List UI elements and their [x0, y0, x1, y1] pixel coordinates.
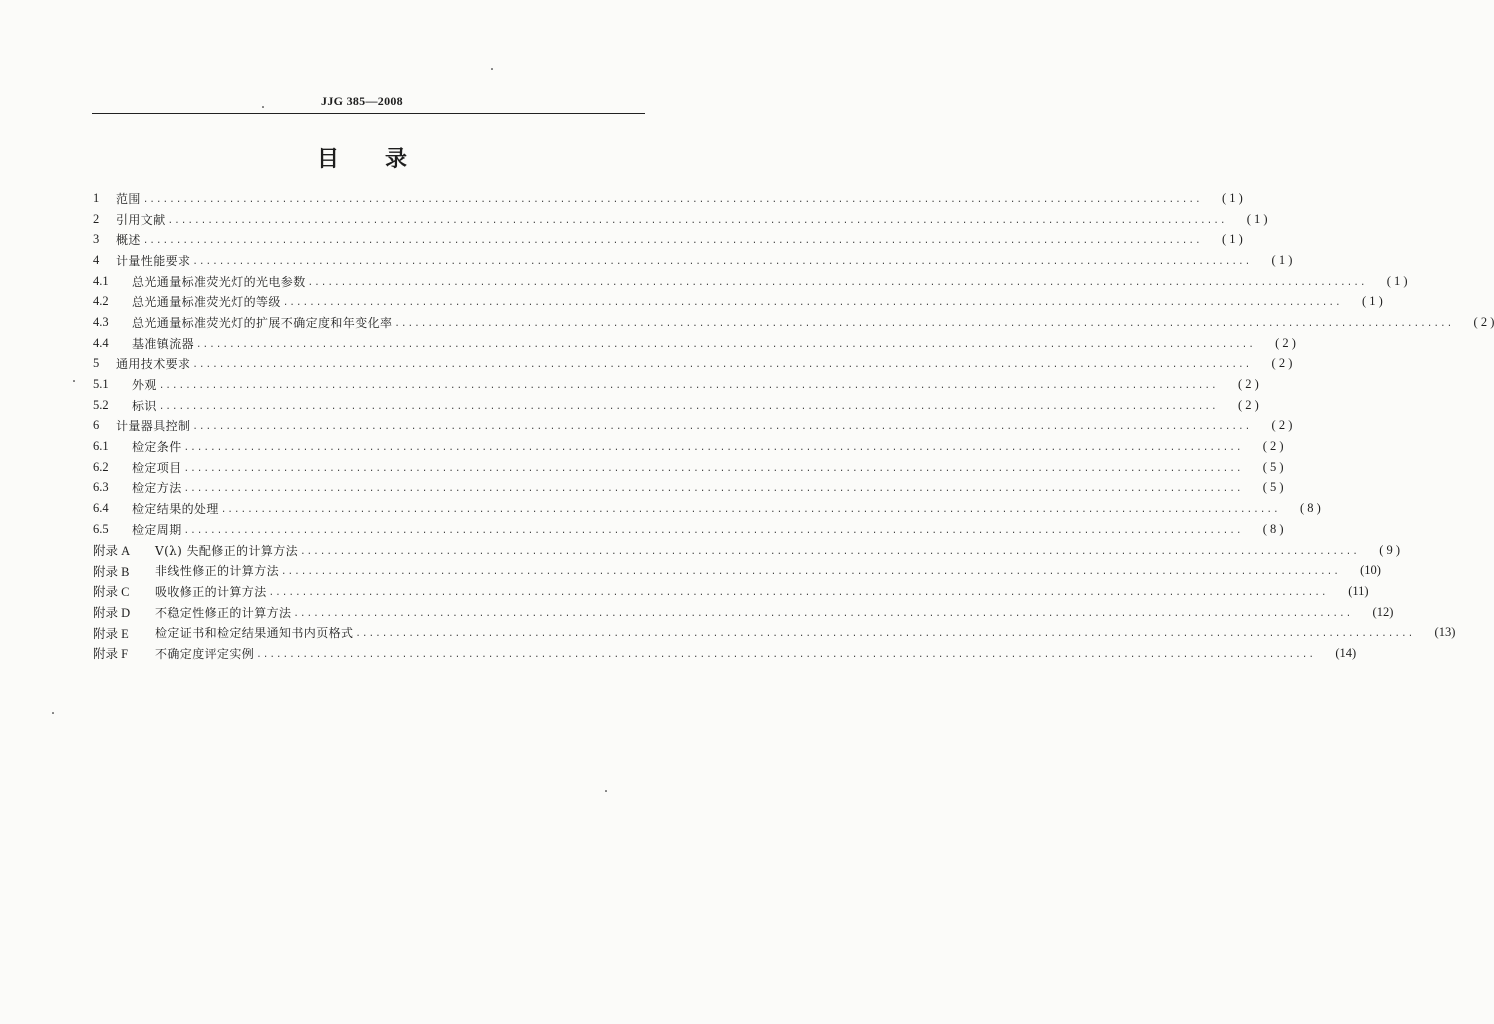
- toc-entry-number: 附录 F: [93, 647, 129, 662]
- toc-entry-label: 通用技术要求: [116, 357, 191, 372]
- toc-entry-number: 附录 C: [93, 585, 130, 600]
- toc-leader-dots: ................................................................................................................................................................: [268, 587, 1328, 598]
- toc-entry-label: 检定条件: [132, 440, 182, 455]
- toc-entry: [93, 416, 1293, 437]
- toc-entry-number: 6.2: [93, 459, 109, 474]
- table-of-contents: [93, 188, 1494, 664]
- toc-entry: [93, 188, 1243, 209]
- toc-entry-page: ( 2 ): [1237, 377, 1259, 392]
- toc-entry-label: 基准镇流器: [132, 336, 195, 351]
- toc-entry-page: ( 2 ): [1473, 314, 1494, 329]
- toc-entry: [93, 498, 1321, 519]
- document-code: JJG 385—2008: [321, 94, 403, 108]
- toc-leader-dots: ................................................................................................................................................................: [220, 505, 1280, 516]
- toc-leader-dots: ................................................................................................................................................................: [183, 525, 1243, 536]
- toc-entry-label: 总光通量标准荧光灯的等级: [132, 295, 281, 310]
- toc-entry-number: 6.5: [93, 521, 109, 536]
- toc-leader-dots: ................................................................................................................................................................: [355, 629, 1415, 640]
- toc-entry: [93, 333, 1296, 354]
- toc-leader-dots: ................................................................................................................................................................: [281, 567, 1340, 578]
- toc-entry: [93, 519, 1284, 540]
- toc-entry-number: 6.4: [93, 501, 109, 516]
- toc-entry: [93, 643, 1357, 664]
- toc-entry-page: ( 1 ): [1246, 211, 1268, 226]
- toc-entry-number: 4.1: [93, 273, 109, 288]
- toc-entry: [93, 271, 1408, 292]
- toc-entry-page: (11): [1348, 583, 1369, 598]
- toc-entry-label: 不确定度评定实例: [155, 646, 255, 661]
- toc-entry-page: ( 8 ): [1262, 521, 1284, 536]
- toc-leader-dots: ................................................................................................................................................................: [192, 360, 1252, 371]
- toc-entry-page: ( 1 ): [1271, 252, 1293, 267]
- toc-entry-number: 附录 E: [93, 626, 129, 641]
- toc-entry-page: (10): [1360, 563, 1381, 578]
- title-char-1: 目: [316, 147, 339, 172]
- toc-entry: [93, 581, 1369, 602]
- toc-entry-number: 4: [93, 252, 100, 267]
- toc-entry: [93, 436, 1284, 457]
- toc-leader-dots: ................................................................................................................................................................: [192, 256, 1252, 267]
- toc-entry-page: (13): [1434, 625, 1456, 640]
- toc-entry: [93, 291, 1383, 312]
- scan-speck: [605, 790, 607, 792]
- toc-entry-page: ( 2 ): [1271, 418, 1293, 433]
- toc-entry: [93, 312, 1494, 333]
- toc-entry-page: (12): [1372, 604, 1394, 619]
- toc-entry-number: 4.2: [93, 294, 109, 309]
- toc-leader-dots: ................................................................................................................................................................: [158, 381, 1218, 392]
- scan-speck: [491, 68, 493, 70]
- toc-entry-page: ( 2 ): [1262, 439, 1284, 454]
- toc-entry-page: ( 5 ): [1262, 459, 1284, 474]
- toc-entry-page: ( 2 ): [1237, 397, 1259, 412]
- toc-entry-label: 非线性修正的计算方法: [155, 564, 280, 579]
- toc-entry-number: 4.3: [93, 314, 109, 329]
- toc-entry: [93, 395, 1259, 416]
- toc-leader-dots: ................................................................................................................................................................: [196, 339, 1255, 350]
- toc-entry-label: 外观: [132, 378, 157, 393]
- toc-entry-page: ( 5 ): [1262, 480, 1284, 495]
- toc-leader-dots: ................................................................................................................................................................: [142, 236, 1202, 247]
- toc-leader-dots: ................................................................................................................................................................: [167, 215, 1227, 226]
- toc-entry-label: 引用文献: [116, 212, 166, 227]
- toc-entry-label: 概述: [116, 233, 141, 248]
- toc-leader-dots: ................................................................................................................................................................: [282, 298, 1342, 309]
- toc-entry: [93, 560, 1381, 581]
- toc-entry-number: 4.4: [93, 335, 109, 350]
- toc-entry: [93, 209, 1268, 230]
- toc-entry-number: 1: [93, 190, 100, 205]
- toc-entry-label: 标识: [132, 398, 157, 413]
- toc-entry-label: 检定周期: [132, 522, 182, 537]
- toc-entry-label: 计量器具控制: [116, 419, 191, 434]
- toc-entry: [93, 229, 1243, 250]
- toc-entry-number: 附录 A: [93, 544, 131, 559]
- toc-entry: [93, 478, 1284, 499]
- title-char-2: 录: [385, 147, 408, 172]
- toc-entry-number: 5.1: [93, 377, 109, 392]
- toc-entry-label: 不稳定性修正的计算方法: [155, 605, 292, 620]
- toc-leader-dots: ................................................................................................................................................................: [183, 463, 1243, 474]
- toc-leader-dots: ................................................................................................................................................................: [183, 443, 1243, 454]
- toc-entry-page: ( 1 ): [1221, 232, 1243, 247]
- toc-entry-number: 6.3: [93, 480, 109, 495]
- toc-entry-page: ( 1 ): [1221, 190, 1243, 205]
- toc-entry-label: 范围: [116, 191, 141, 206]
- toc-entry-label: 检定方法: [132, 481, 182, 496]
- toc-entry-number: 6.1: [93, 439, 109, 454]
- scan-speck: [262, 106, 264, 108]
- toc-entry-number: 2: [93, 211, 100, 226]
- toc-entry-label: V(λ) 失配修正的计算方法: [155, 543, 299, 558]
- toc-entry-page: ( 2 ): [1275, 335, 1296, 350]
- toc-leader-dots: ................................................................................................................................................................: [300, 546, 1360, 557]
- toc-entry: [93, 602, 1394, 623]
- toc-entry: [93, 250, 1293, 271]
- toc-entry: [93, 374, 1259, 395]
- toc-entry-label: 检定结果的处理: [132, 502, 219, 517]
- toc-entry-number: 5.2: [93, 397, 109, 412]
- toc-entry: [93, 354, 1293, 375]
- page-title: [0, 142, 724, 173]
- scan-speck: [73, 380, 75, 382]
- toc-leader-dots: ................................................................................................................................................................: [192, 422, 1252, 433]
- toc-entry-number: 3: [93, 232, 100, 247]
- toc-entry-label: 检定项目: [132, 460, 182, 475]
- toc-entry-label: 吸收修正的计算方法: [155, 584, 267, 599]
- toc-entry-page: ( 8 ): [1299, 501, 1321, 516]
- header-rule: [92, 113, 645, 114]
- toc-entry-number: 6: [93, 418, 100, 433]
- toc-leader-dots: ................................................................................................................................................................: [394, 318, 1454, 329]
- toc-entry-number: 附录 D: [93, 606, 131, 621]
- toc-leader-dots: ................................................................................................................................................................: [256, 649, 1316, 660]
- toc-entry-label: 总光通量标准荧光灯的扩展不确定度和年变化率: [132, 315, 393, 330]
- toc-entry-number: 5: [93, 356, 100, 371]
- toc-leader-dots: ................................................................................................................................................................: [293, 608, 1353, 619]
- toc-entry-page: ( 1 ): [1386, 273, 1408, 288]
- toc-entry-page: (14): [1335, 645, 1357, 660]
- toc-entry-number: 附录 B: [93, 564, 130, 579]
- toc-entry-page: ( 9 ): [1379, 542, 1401, 557]
- toc-leader-dots: ................................................................................................................................................................: [183, 484, 1243, 495]
- toc-leader-dots: ................................................................................................................................................................: [142, 194, 1202, 205]
- toc-entry: [93, 540, 1401, 561]
- toc-entry: [93, 622, 1456, 643]
- scan-speck: [52, 712, 54, 714]
- toc-entry-label: 计量性能要求: [116, 253, 191, 268]
- toc-entry-page: ( 2 ): [1271, 356, 1293, 371]
- toc-leader-dots: ................................................................................................................................................................: [307, 277, 1367, 288]
- toc-leader-dots: ................................................................................................................................................................: [158, 401, 1218, 412]
- toc-entry: [93, 457, 1284, 478]
- toc-entry-label: 检定证书和检定结果通知书内页格式: [155, 626, 354, 641]
- toc-entry-label: 总光通量标准荧光灯的光电参数: [132, 274, 306, 289]
- toc-entry-page: ( 1 ): [1361, 294, 1383, 309]
